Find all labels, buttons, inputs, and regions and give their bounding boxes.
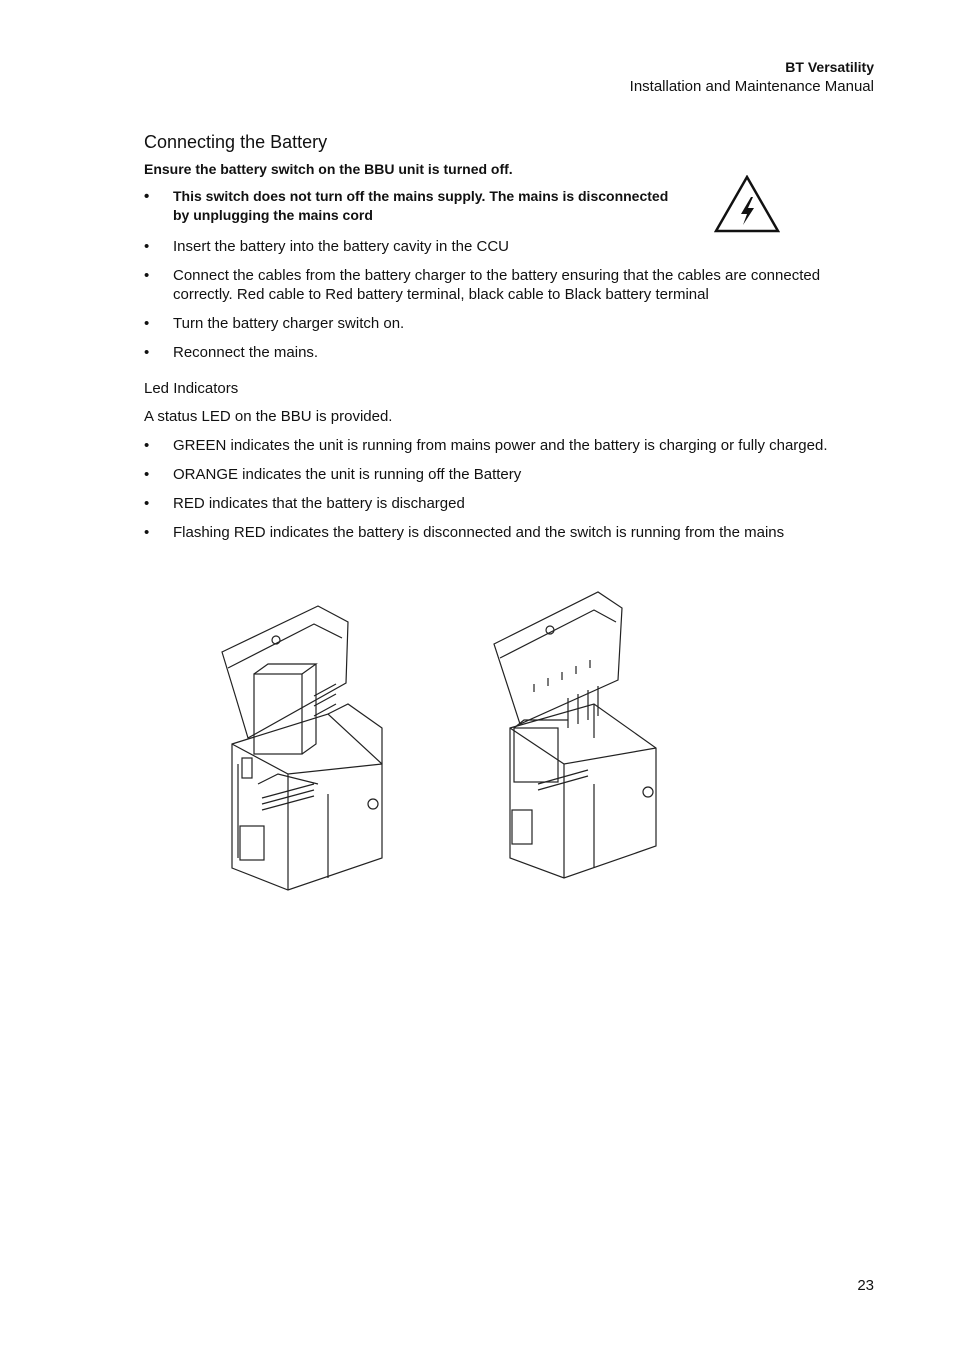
led-indicators-list (144, 436, 864, 542)
warning-item: • This switch does not turn off the mains supply. The mains is disconnected by unplugging the mains cord (144, 187, 683, 225)
list-item: • Insert the battery into the battery cavity in the CCU (144, 237, 864, 256)
list-item: • ORANGE indicates the unit is running off the Battery (144, 465, 864, 484)
page-header (630, 58, 874, 96)
list-item: • Turn the battery charger switch on. (144, 314, 864, 333)
list-item: • Flashing RED indicates the battery is disconnected and the switch is running from the mains (144, 523, 864, 542)
ccu-battery-illustrations (218, 588, 668, 898)
battery-switch-instruction: Ensure the battery switch on the BBU unit is turned off. (144, 161, 513, 177)
main-content (144, 132, 864, 552)
ccu-without-battery-illustration (494, 592, 656, 878)
led-indicators-heading: Led Indicators (144, 380, 239, 397)
ccu-with-battery-illustration (222, 606, 382, 890)
section-title: Connecting the Battery (144, 132, 328, 152)
document-subtitle: Installation and Maintenance Manual (629, 78, 874, 95)
connection-steps-list (144, 237, 864, 362)
list-item: • Reconnect the mains. (144, 343, 864, 362)
led-intro: A status LED on the BBU is provided. (144, 408, 393, 425)
document-title: BT Versatility (785, 59, 874, 75)
list-item: • GREEN indicates the unit is running from mains power and the battery is charging or fully charged. (144, 436, 864, 455)
warning-row (144, 187, 864, 225)
list-item: • Connect the cables from the battery charger to the battery ensuring that the cables are connected correctly. Red cable to Red battery terminal, black cable to Black battery terminal (144, 266, 864, 304)
page-number: 23 (857, 1277, 874, 1294)
list-item: • RED indicates that the battery is discharged (144, 494, 864, 513)
electrical-hazard-icon (714, 175, 780, 233)
